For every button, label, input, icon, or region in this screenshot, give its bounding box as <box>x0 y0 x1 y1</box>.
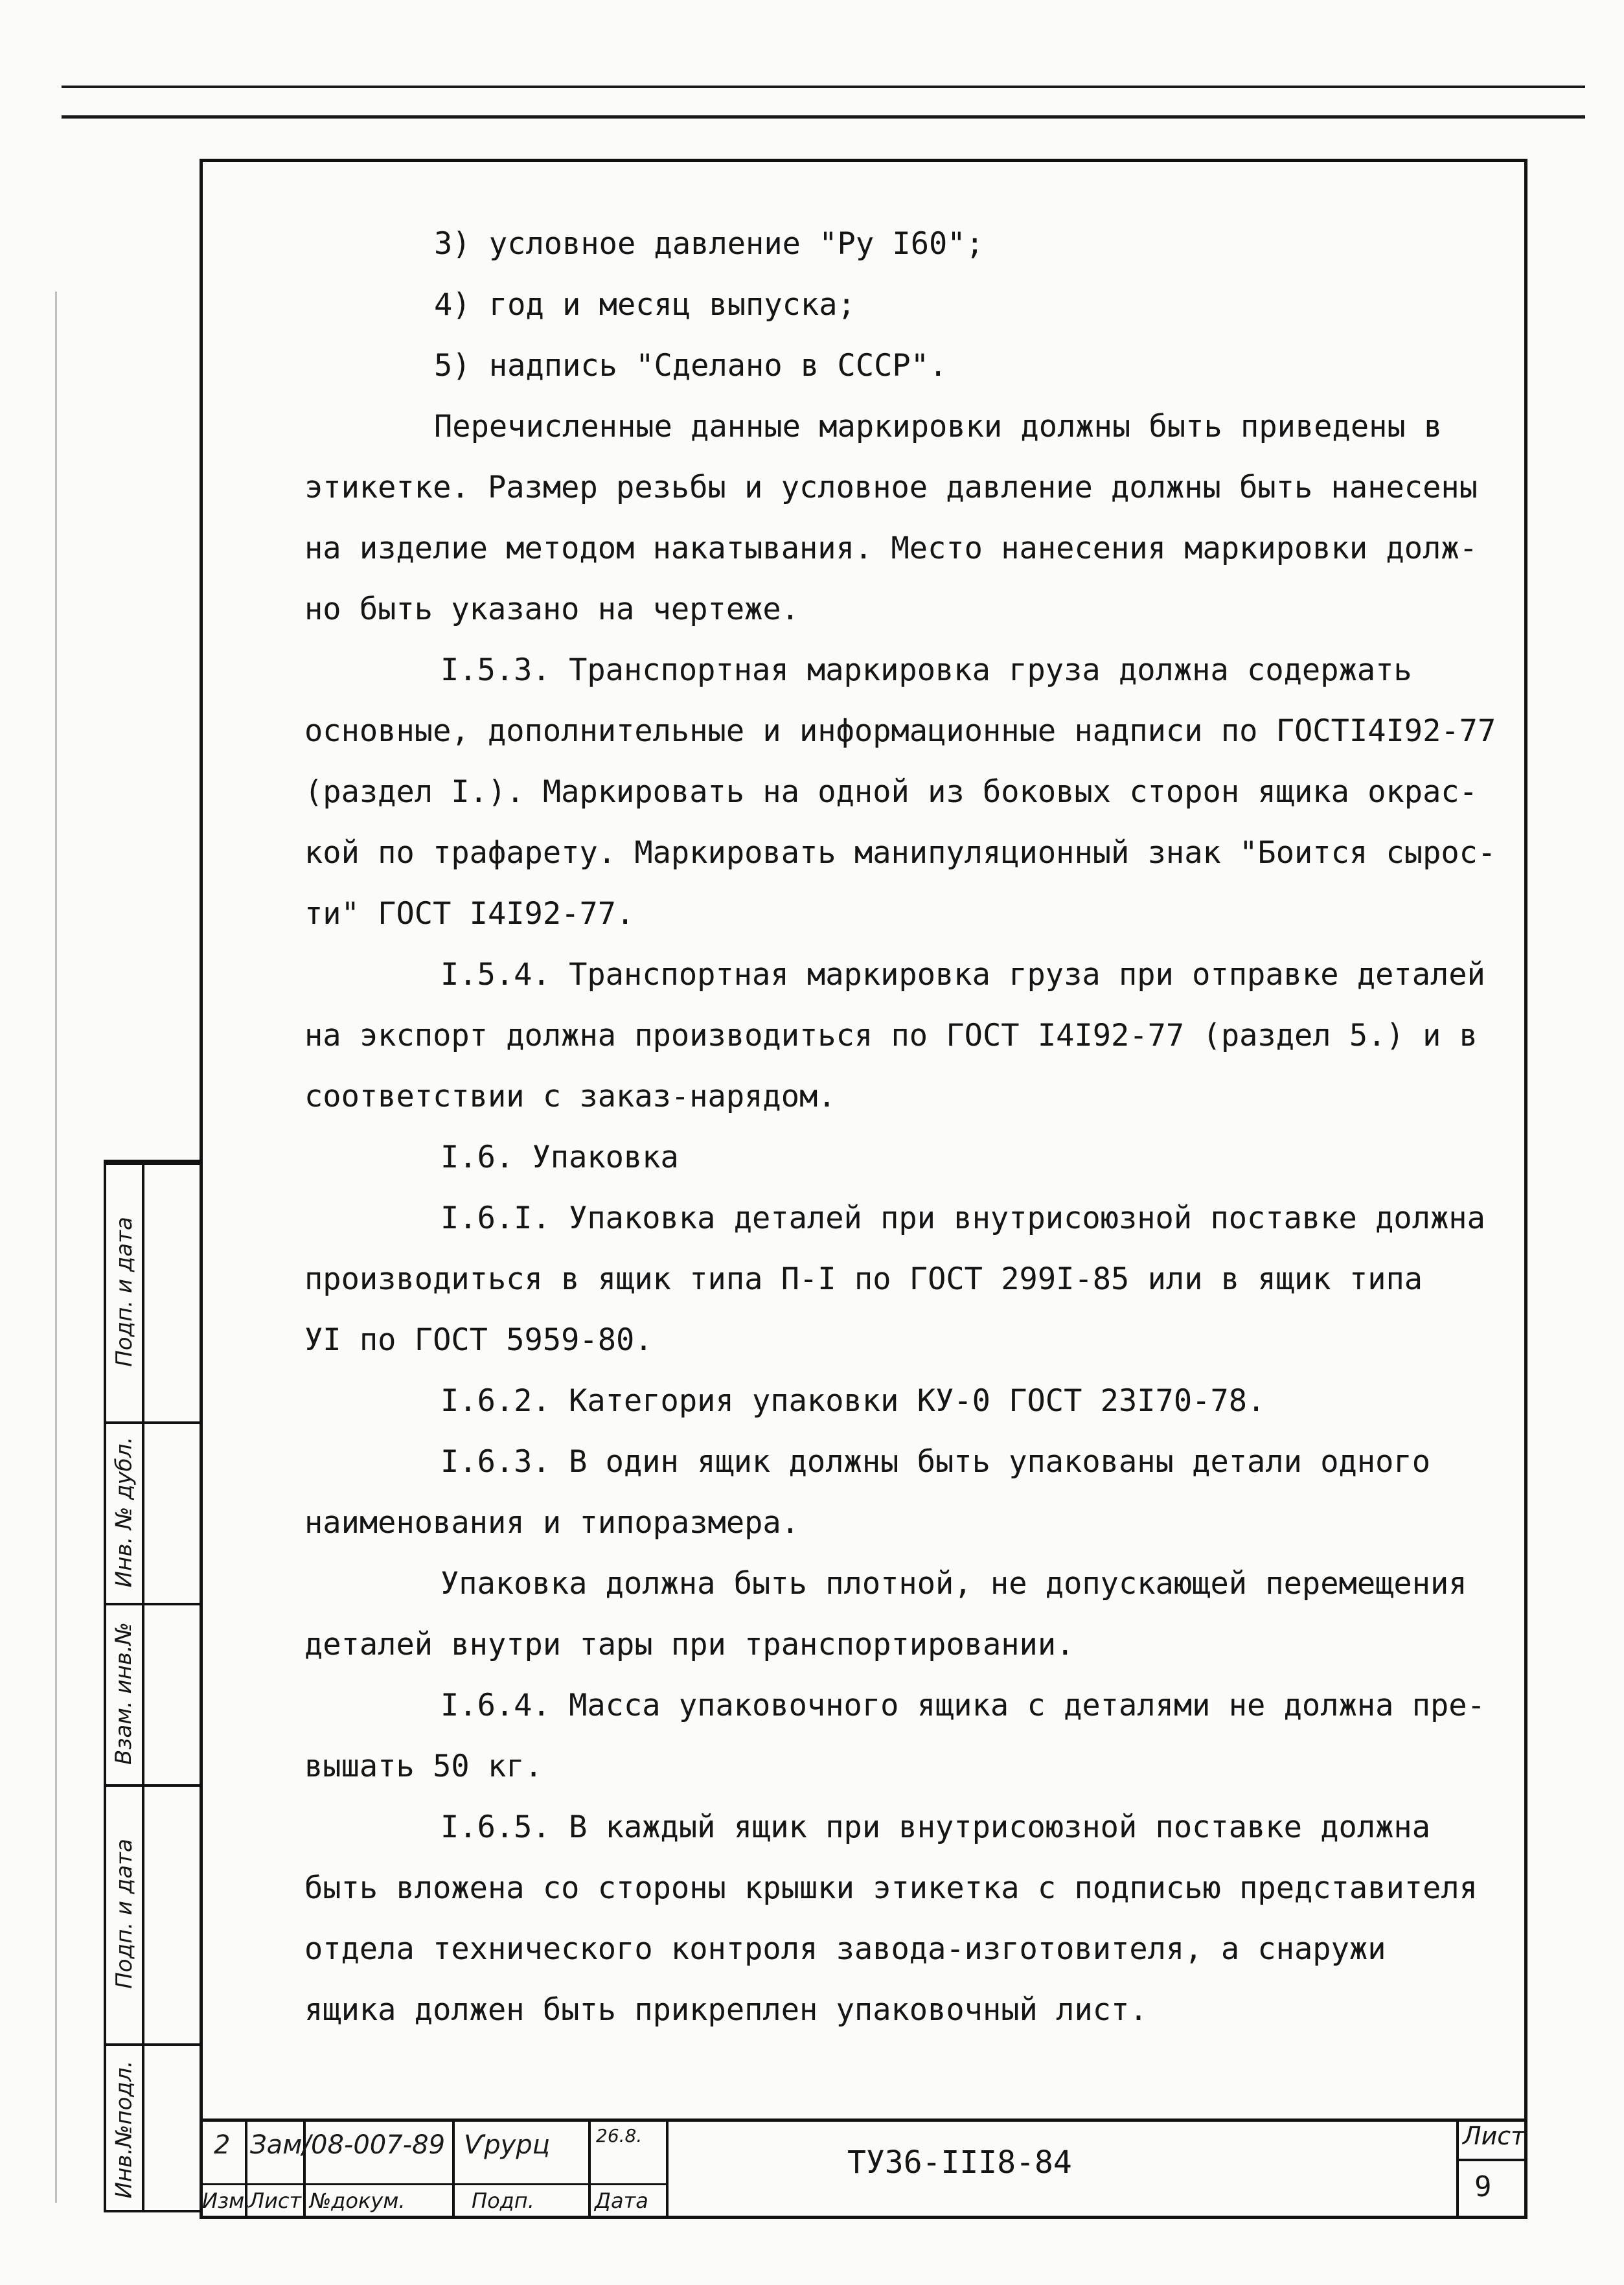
text-line: отдела технического контроля завода-изготовителя, а снаружи <box>304 1931 1386 1967</box>
sheet-box-separator <box>1456 2159 1527 2161</box>
document-body <box>304 214 1509 2041</box>
title-block-divider <box>588 2119 591 2219</box>
text-line: I.5.4. Транспортная маркировка груза при отправке деталей <box>440 957 1485 993</box>
caption-data: Дата <box>595 2188 648 2213</box>
text-line: I.6.I. Упаковка деталей при внутрисоюзной поставке должна <box>440 1200 1485 1236</box>
text-line: быть вложена со стороны крышки этикетка с подписью представителя <box>304 1870 1478 1906</box>
document-number: ТУ36-III8-84 <box>847 2144 1072 2181</box>
text-line: (раздел I.). Маркировать на одной из боковых сторон ящика окрас- <box>304 774 1478 810</box>
strip-label: Взам. инв.№ <box>111 1622 137 1765</box>
scan-edge-line <box>55 292 57 2203</box>
strip-label: Инв. № дубл. <box>111 1436 137 1588</box>
text-line: I.5.3. Транспортная маркировка груза должна содержать <box>440 652 1412 688</box>
text-line: но быть указано на чертеже. <box>304 591 800 627</box>
text-line: I.6.3. В один ящик должны быть упакованы детали одного <box>440 1444 1431 1480</box>
text-line: Перечисленные данные маркировки должны быть приведены в <box>434 409 1443 444</box>
text-line: кой по трафарету. Маркировать манипуляционный знак "Боится сырос- <box>304 835 1496 871</box>
title-block-top-line <box>200 2119 1527 2122</box>
strip-label: Инв.№подл. <box>111 2060 137 2198</box>
text-line: наименования и типоразмера. <box>304 1505 800 1541</box>
title-block-mid-line <box>200 2183 666 2185</box>
text-line: основные, дополнительные и информационные надписи по ГОСТI4I92-77 <box>304 713 1496 749</box>
text-line: на экспорт должна производиться по ГОСТ I4I92-77 (раздел 5.) и в <box>304 1018 1478 1053</box>
text-line: 5) надпись "Сделано в СССР". <box>434 348 948 384</box>
text-line: на изделие методом накатывания. Место нанесения маркировки долж- <box>304 531 1478 566</box>
caption-izm: Изм. <box>202 2188 251 2213</box>
title-block-divider <box>452 2119 455 2219</box>
caption-podp: Подп. <box>472 2188 534 2213</box>
text-line: УI по ГОСТ 5959-80. <box>304 1322 653 1358</box>
text-line: I.6.4. Масса упаковочного ящика с деталями не должна пре- <box>440 1688 1485 1723</box>
title-block <box>200 2119 1527 2219</box>
text-line: Упаковка должна быть плотной, не допускающей перемещения <box>440 1566 1467 1602</box>
text-line: соответствии с заказ-нарядом. <box>304 1079 836 1114</box>
text-line: 4) год и месяц выпуска; <box>434 287 856 323</box>
rev-number: 2 <box>214 2130 231 2160</box>
strip-column-divider <box>142 1162 144 2210</box>
binding-strip <box>104 1160 200 2212</box>
text-line: I.6.5. В каждый ящик при внутрисоюзной поставке должна <box>440 1809 1431 1845</box>
rev-signature: Ѵрурц <box>464 2130 550 2160</box>
text-line: I.6.2. Категория упаковки КУ-0 ГОСТ 23I70-78. <box>440 1383 1266 1419</box>
top-rule-2 <box>62 115 1585 119</box>
top-rule-1 <box>62 86 1585 88</box>
text-line: производиться в ящик типа П-I по ГОСТ 299I-85 или в ящик типа <box>304 1261 1423 1297</box>
text-line: вышать 50 кг. <box>304 1749 543 1784</box>
sheet-label: Лист <box>1463 2122 1526 2150</box>
text-line: деталей внутри тары при транспортировании. <box>304 1627 1075 1662</box>
strip-label: Подп. и дата <box>111 1217 137 1367</box>
rev-changed-sheet: Зам/ <box>250 2130 311 2160</box>
section-heading: I.6. Упаковка <box>440 1140 679 1175</box>
text-line: ти" ГОСТ I4I92-77. <box>304 896 635 932</box>
sheet-box <box>1456 2119 1527 2219</box>
sheet-number: 9 <box>1474 2170 1492 2203</box>
rev-date: 26.8. <box>596 2125 643 2146</box>
text-line: ящика должен быть прикреплен упаковочный лист. <box>304 1992 1148 2028</box>
caption-list: Лист <box>249 2188 302 2213</box>
text-line: этикетке. Размер резьбы и условное давление должны быть нанесены <box>304 470 1478 505</box>
text-line: 3) условное давление "Ру I60"; <box>434 226 984 262</box>
strip-label: Подп. и дата <box>111 1839 137 1989</box>
rev-document: 08-007-89 <box>311 2130 446 2160</box>
caption-doc: №докум. <box>310 2188 406 2213</box>
title-block-divider <box>666 2119 669 2219</box>
